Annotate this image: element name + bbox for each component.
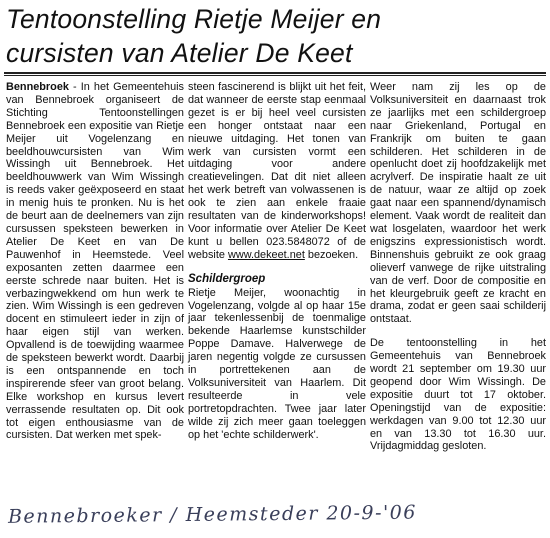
dateline: Bennebroek bbox=[6, 81, 69, 93]
column-2-text: steen fascinerend is blijkt uit het feit, dat wanneer de eerste stap eenmaal gezet is er bij heel veel cursisten een honger ontstaat naar een nieuwe uitdaging. Het tonen van werk van cursisten vormt een uitdaging voor andere creatievelingen. Dat dit niet alleen het werk betreft van volwassenen is ook te zien aan enkele fraaie resultaten van de kinderworkshops! Voor informatie over Atelier De Keet kunt u bellen 023.5848072 of de website bbox=[188, 81, 366, 261]
paragraph-atelier bbox=[188, 81, 366, 262]
title-rule-thin bbox=[4, 75, 546, 76]
website-link[interactable]: www.dekeet.net bbox=[227, 248, 305, 261]
title-rule bbox=[4, 72, 546, 74]
column-2 bbox=[188, 81, 366, 441]
column-2-text-end: bezoeken. bbox=[304, 248, 359, 261]
column-3 bbox=[370, 81, 546, 453]
column-1-text: - In het Gemeentehuis van Bennebroek organiseert de Stichting Tentoonstellingen Bennebroek een expositie van Rietje Meijer uit Vogelenzang en beeldhouwcursisten van Wim Wissingh uit Bennebroek. Het beeldhouwwerk van Wim Wissingh is reeds vaker geëxposeerd en staat in menig huis te pronken. Nu is het de beurt aan de deelnemers van zijn cursussen speksteen bewerken in Atelier De Keet en van De Pauwenhof in Heemstede. Veel exposanten zetten daarmee een eerste schrede naar buiten. Het is verbazingwekkend om hun werk te zien. Wim Wissingh is een gedreven docent en stimuleert ieder in zijn of haar eigen stijl van werken. Opvallend is de toewijding waarmee de speksteen bewerkt wordt. Daarbij is een ontspannende en toch inspirerende sfeer van groot belang. Elke workshop en kursus levert verrassende resultaten op. Dit ook tot eigen enthousiasme van de cursisten. Dat werken met spek- bbox=[6, 81, 184, 442]
article-title bbox=[6, 2, 546, 70]
paragraph-schildergroep: Rietje Meijer, woonachtig in Vogelenzang, volgde al op haar 15e jaar tekenlessenbij de toenmalige bekende Haarlemse kunstschilder Poppe Damave. Halverwege de jaren negentig volgde ze cursussen in portrettekenen aan de Volksuniversiteit van Haarlem. Dit resulteerde in vele portretopdrachten. Twee jaar later wilde zij zich meer gaan toeleggen op het 'echte schilderwerk'. bbox=[188, 286, 366, 441]
paragraph-painting: Weer nam zij les op de Volksuniversiteit en daarnaast trok ze jaarlijks met een schildergroep naar Griekenland, Portugal en Frankrijk om buiten te gaan schilderen. Het schilderen in de openlucht doet zij hoofdzakelijk met acrylverf. De inspiratie haalt ze uit de natuur, waar ze altijd op zoek gaat naar een spannend/dynamisch element. Vaak wordt de realiteit dan wat losgelaten, waardoor het werk enigszins expressionistisch wordt. Binnenshuis gebruikt ze ook graag olieverf vanwege de rijke uitstraling van de verf. Door de compositie en het kleurgebruik geeft ze kracht en drama, zodat er geen saai schilderij ontstaat. bbox=[370, 81, 546, 326]
title-line-2: cursisten van Atelier De Keet bbox=[6, 38, 353, 68]
handwritten-annotation: Bennebroeker / Heemsteder 20-9-'06 bbox=[7, 501, 418, 528]
paragraph-intro bbox=[6, 81, 184, 442]
column-1 bbox=[6, 81, 184, 442]
title-line-1: Tentoonstelling Rietje Meijer en bbox=[6, 4, 382, 34]
paragraph-exhibition-info: De tentoonstelling in het Gemeentehuis van Bennebroek wordt 21 september om 19.30 uur geopend door Wim Wissingh. De expositie duurt tot 17 oktober. Openingstijd van de expositie: werkdagen van 9.00 tot 12.30 uur en van 13.30 tot 16.30 uur. Vrijdagmiddag gesloten. bbox=[370, 337, 546, 453]
subheading: Schildergroep bbox=[188, 272, 266, 285]
